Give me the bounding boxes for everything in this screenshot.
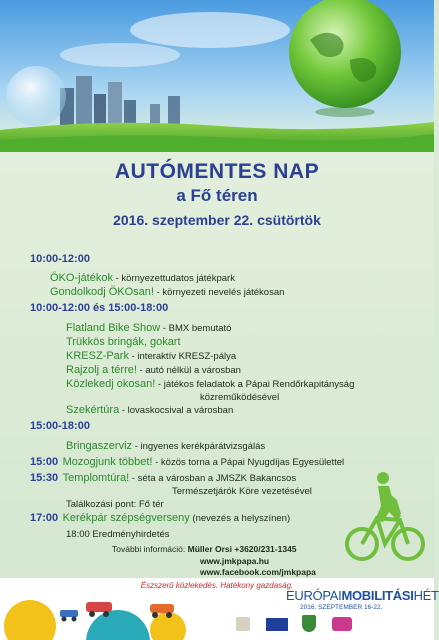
results-announcement: 18:00 Eredményhirdetés	[66, 529, 170, 540]
list-item: KRESZ-Park - interaktív KRESZ-pálya	[66, 350, 237, 362]
bubble-globe	[6, 66, 66, 126]
list-item: Flatland Bike Show - BMX bemutató	[66, 322, 232, 334]
city-crest-icon	[302, 615, 316, 632]
list-item: Közlekedj okosan! - játékos feladatok a Pápai Rendőrkapitányság	[66, 378, 355, 390]
green-globe	[289, 0, 401, 108]
coat-of-arms-icon	[236, 617, 250, 631]
facebook-link[interactable]: www.facebook.com/jmkpapa	[200, 567, 316, 577]
list-item: Rajzolj a térre! - autó nélkül a városban	[66, 364, 241, 376]
list-item-continued: közreműködésével	[200, 392, 280, 403]
emw-logo: EURÓPAIMOBILITÁSIHÉT	[286, 588, 439, 603]
event-date: 2016. szeptember 22. csütörtök	[113, 212, 321, 228]
hero-image	[0, 0, 434, 152]
list-item: Szekértúra - lovaskocsival a városban	[66, 404, 234, 416]
cyclist-icon	[345, 470, 425, 566]
page-title: AUTÓMENTES NAP	[114, 160, 320, 183]
footer-slogan: Észszerű közlekedés. Hatékony gazdaság.	[140, 581, 294, 590]
footer-illustration	[0, 590, 200, 640]
time-slot-1: 10:00-12:00	[30, 253, 90, 265]
list-item-continued: Természetjárók Köre vezetésével	[172, 486, 312, 497]
info-line: További információ: Müller Orsi +3620/231-1345	[112, 544, 297, 554]
emw-date: 2016. SZEPTEMBER 16-22.	[300, 604, 383, 611]
list-item: 15:30 Templomtúra! - séta a városban a JMSZK Bakancsos	[30, 472, 297, 484]
list-item: Gondolkodj ÖKOsan! - környezeti nevelés játékosan	[50, 286, 285, 298]
list-item: 17:00 Kerékpár szépségverseny (nevezés a helyszínen)	[30, 512, 291, 524]
list-item: ÖKO-játékok - környezettudatos játékpark	[50, 272, 235, 284]
time-slot-3: 15:00-18:00	[30, 420, 90, 432]
list-item: 15:00 Mozogjunk többet! - közös torna a Pápai Nyugdíjas Egyesülettel	[30, 456, 345, 468]
website-link[interactable]: www.jmkpapa.hu	[200, 556, 270, 566]
list-item: Trükkös bringák, gokart	[66, 336, 181, 348]
meeting-point: Találkozási pont: Fő tér	[66, 499, 164, 510]
partner-logo-icon	[332, 617, 352, 631]
page-subtitle: a Fő téren	[176, 186, 258, 205]
eu-flag-icon	[266, 618, 288, 631]
time-slot-2: 10:00-12:00 és 15:00-18:00	[30, 302, 169, 314]
list-item: Bringaszerviz - ingyenes kerékpárátvizsgálás	[66, 440, 266, 452]
